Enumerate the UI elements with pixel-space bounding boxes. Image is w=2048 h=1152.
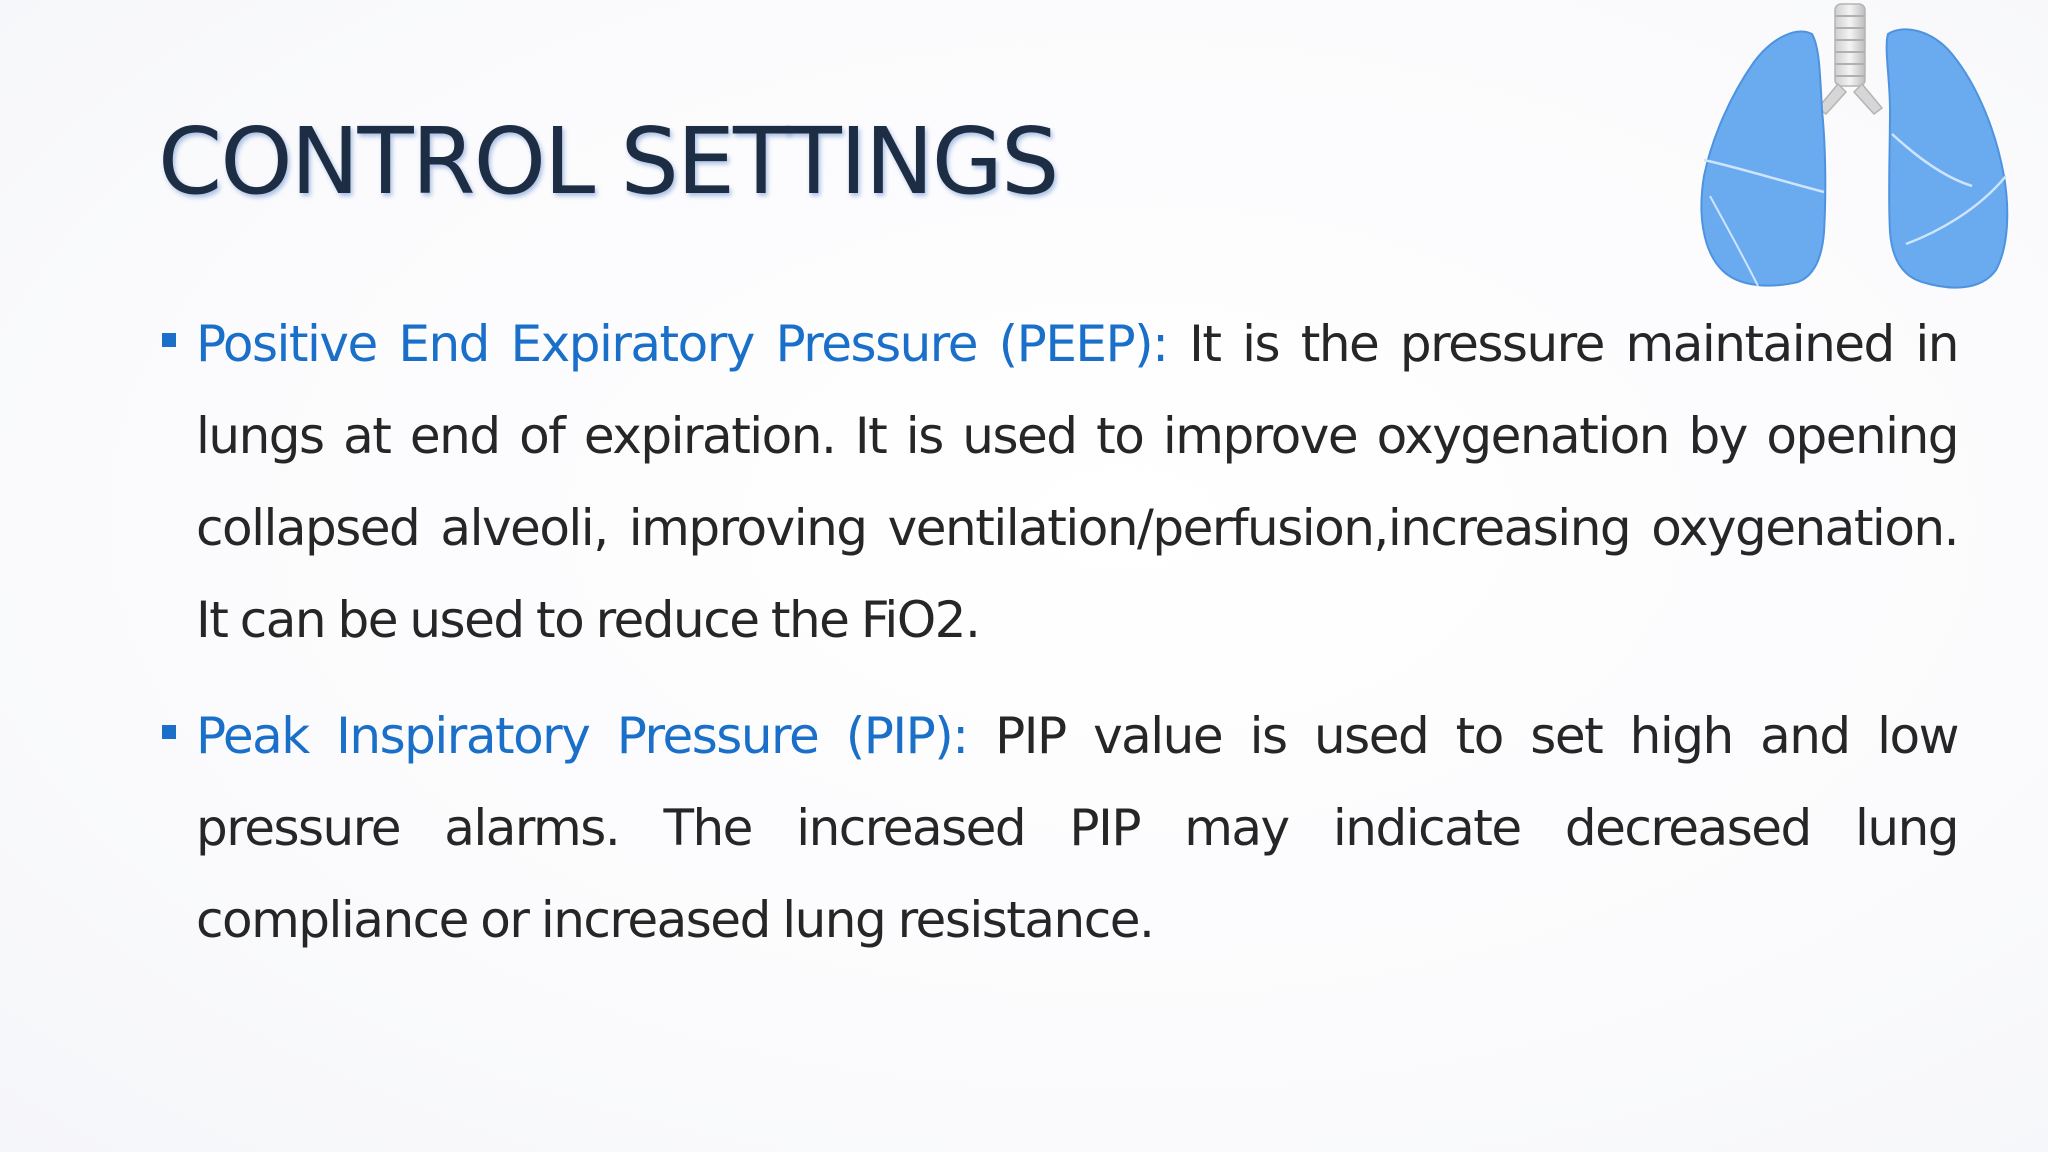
bullet-text: It is the pressure maintained in lungs at end of expiration. It is used to improve oxygenation by opening collapsed alveoli, improving ventilation/perfusion,increasing oxygenation. It can be used to reduce the FiO2. <box>196 315 1958 649</box>
trachea-icon <box>1818 4 1882 114</box>
slide-title: CONTROL SETTINGS <box>158 108 1058 215</box>
bullet-term: Peak Inspiratory Pressure (PIP): <box>196 707 968 765</box>
bullet-term: Positive End Expiratory Pressure (PEEP): <box>196 315 1168 373</box>
right-lung-icon <box>1887 29 2008 287</box>
bullet-peep <box>160 298 1958 666</box>
lungs-icon <box>1680 0 2028 292</box>
left-lung-icon <box>1701 32 1825 286</box>
bullet-text: PIP value is used to set high and low pressure alarms. The increased PIP may indicate decreased lung compliance or increased lung resistance. <box>196 707 1958 949</box>
bullet-list <box>160 298 1958 990</box>
bullet-marker <box>162 333 176 347</box>
bullet-pip <box>160 690 1958 966</box>
bullet-marker <box>162 725 176 739</box>
